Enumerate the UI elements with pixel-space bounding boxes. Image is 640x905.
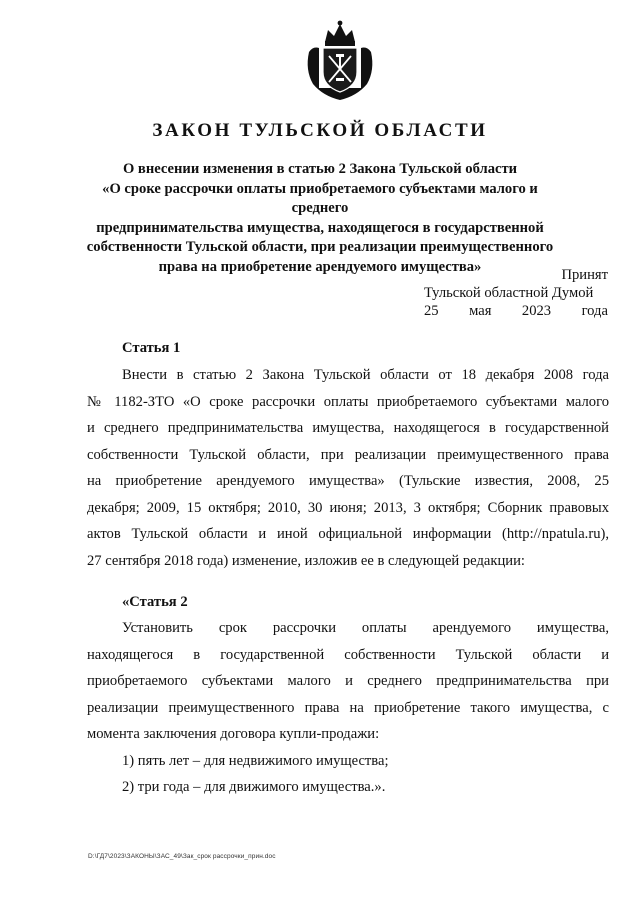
text-line: реализации преимущественного права на приобретение такого имущества, с bbox=[87, 699, 609, 716]
text-line: находящегося в государственной собственности Тульской области и bbox=[87, 646, 609, 663]
file-path-footer: D:\ГД7\2023\ЗАКОНЫ\ЗАС_49\Зак_срок рассрочки_прин.doc bbox=[88, 853, 276, 860]
list-item: 1) пять лет – для недвижимого имущества; bbox=[122, 752, 389, 769]
law-title: ЗАКОН ТУЛЬСКОЙ ОБЛАСТИ bbox=[152, 120, 488, 141]
text-line: и среднего предпринимательства имущества, находящегося в государственной bbox=[87, 420, 609, 436]
subject-line: О внесении изменения в статью 2 Закона Тульской области bbox=[122, 161, 518, 177]
text-line: актов Тульской области и иной официальной информации (http://npatula.ru), bbox=[87, 526, 609, 542]
subject-line: «О сроке рассрочки оплаты приобретаемого субъектами малого и среднего bbox=[102, 180, 538, 217]
text-line: собственности Тульской области, при реализации преимущественного права bbox=[87, 446, 609, 463]
adopted-by: Тульской областной Думой bbox=[424, 285, 594, 301]
article-1-heading: Статья 1 bbox=[122, 340, 181, 356]
subject-line: собственности Тульской области, при реализации преимущественного bbox=[86, 239, 554, 256]
text-line: Внести в статью 2 Закона Тульской области от 18 декабря 2008 года bbox=[122, 367, 609, 383]
text-line: Установить срок рассрочки оплаты арендуемого имущества, bbox=[122, 620, 609, 636]
text-line: декабря; 2009, 15 октября; 2010, 30 июня; 2013, 3 октября; Сборник правовых bbox=[87, 499, 609, 516]
adoption-year-word: года bbox=[581, 303, 608, 319]
adoption-block bbox=[424, 266, 608, 320]
subject-line: предпринимательства имущества, находящегося в государственной bbox=[96, 219, 544, 236]
law-subject bbox=[80, 160, 560, 278]
text-line: № 1182-ЗТО «О сроке рассрочки оплаты приобретаемого субъектами малого bbox=[87, 393, 609, 410]
coat-of-arms-icon bbox=[301, 18, 379, 102]
adopted-label: Принят bbox=[561, 267, 608, 283]
article-2-text bbox=[87, 615, 609, 801]
text-line: на приобретение арендуемого имущества» (Тульские известия, 2008, 25 bbox=[87, 473, 609, 489]
subject-line: права на приобретение арендуемого имущества» bbox=[158, 258, 482, 275]
list-item: 2) три года – для движимого имущества.». bbox=[122, 779, 386, 795]
text-line: приобретаемого субъектами малого и среднего предпринимательства при bbox=[87, 673, 609, 689]
adoption-date bbox=[424, 302, 608, 320]
text-line: 27 сентября 2018 года) изменение, изложив ее в следующей редакции: bbox=[87, 552, 525, 569]
adoption-day: 25 bbox=[424, 303, 439, 319]
article-2-heading: «Статья 2 bbox=[122, 594, 188, 610]
adoption-year: 2023 bbox=[521, 303, 552, 319]
text-line: момента заключения договора купли-продажи: bbox=[87, 726, 380, 742]
adoption-month: мая bbox=[469, 303, 492, 319]
article-1-text bbox=[87, 362, 609, 574]
